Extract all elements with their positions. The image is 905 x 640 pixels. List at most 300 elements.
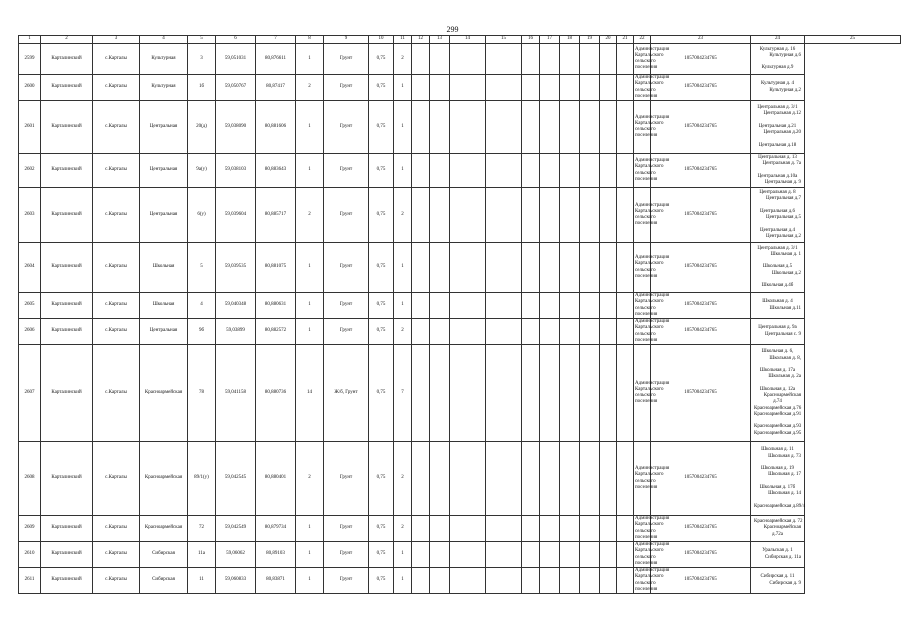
- address-line: д.72а: [771, 531, 783, 537]
- address-line: Центральная д. 3/1: [757, 245, 798, 251]
- table-row: [19, 542, 901, 568]
- quantity-cell: 2: [296, 188, 324, 243]
- table-row: [19, 188, 901, 243]
- house-cell: 5: [188, 243, 216, 293]
- record-number: 2609: [19, 516, 41, 542]
- empty-cell: [522, 345, 540, 442]
- empty-cell: [560, 568, 580, 594]
- empty-cell: [540, 542, 560, 568]
- ogrn-cell: 1057004234765: [651, 345, 751, 442]
- container-count-cell: 7: [394, 345, 412, 442]
- empty-cell: [617, 75, 634, 101]
- empty-cell: [560, 345, 580, 442]
- volume-cell: 0,75: [369, 542, 394, 568]
- empty-cell: [580, 442, 600, 516]
- owner-cell: Администрация Картальского сельского поселения: [634, 101, 651, 154]
- empty-cell: [600, 542, 617, 568]
- house-cell: 20(д): [188, 101, 216, 154]
- empty-cell: [580, 44, 600, 75]
- quantity-cell: 1: [296, 44, 324, 75]
- empty-cell: [617, 44, 634, 75]
- volume-cell: 0,75: [369, 75, 394, 101]
- empty-cell: [412, 101, 430, 154]
- address-line: Сибирская д. 11а: [764, 554, 801, 560]
- settlement-cell: Карталинский: [41, 154, 93, 188]
- empty-cell: [540, 293, 560, 319]
- owner-cell: Администрация Картальского сельского поселения: [635, 568, 670, 592]
- owner-cell: Администрация Картальского сельского поселения: [635, 319, 670, 343]
- column-header: 9: [324, 36, 369, 44]
- address-line: Красноармейская д.89/4: [754, 503, 806, 509]
- surface-cell: Грунт: [324, 542, 369, 568]
- container-count-cell: 2: [394, 516, 412, 542]
- address-line: Красноармейская д.91: [754, 411, 802, 417]
- empty-cell: [540, 516, 560, 542]
- empty-cell: [450, 345, 486, 442]
- empty-cell: [430, 345, 450, 442]
- address-line: Центральная д. 9а: [758, 325, 797, 331]
- surface-cell: Грунт: [324, 568, 369, 594]
- address-line: Уральская д. 1: [762, 548, 793, 554]
- volume-cell: 0,75: [369, 293, 394, 319]
- empty-cell: [600, 568, 617, 594]
- record-number: 2605: [19, 293, 41, 319]
- empty-cell: [522, 319, 540, 345]
- empty-cell: [522, 243, 540, 293]
- empty-cell: [540, 101, 560, 154]
- table-row: [19, 243, 901, 293]
- served-addresses-cell: [751, 293, 805, 319]
- surface-cell: Грунт: [324, 44, 369, 75]
- ogrn-cell: 1057004234765: [651, 154, 751, 188]
- column-header: 8: [296, 36, 324, 44]
- address-line: Культурная д.2: [769, 87, 801, 93]
- container-count-cell: 1: [394, 542, 412, 568]
- empty-cell: [430, 568, 450, 594]
- empty-cell: [430, 154, 450, 188]
- record-number: 2610: [19, 542, 41, 568]
- address-line: Центральная д.10а: [757, 173, 798, 179]
- latitude-cell: 59,042549: [216, 516, 256, 542]
- empty-cell: [450, 568, 486, 594]
- quantity-cell: 1: [296, 319, 324, 345]
- locality-cell: с.Карталы: [93, 442, 140, 516]
- registry-table: [18, 35, 901, 594]
- empty-cell: [522, 542, 540, 568]
- surface-cell: Грунт: [324, 319, 369, 345]
- empty-cell: [412, 442, 430, 516]
- surface-cell: Грунт: [324, 243, 369, 293]
- empty-cell: [600, 345, 617, 442]
- address-line: Центральная д.6: [759, 208, 796, 214]
- address-line: Центральная д.5: [765, 215, 801, 220]
- empty-cell: [430, 293, 450, 319]
- empty-cell: [522, 188, 540, 243]
- container-count-cell: 1: [394, 293, 412, 319]
- quantity-cell: 14: [296, 345, 324, 442]
- table-row: [19, 101, 901, 154]
- empty-cell: [430, 442, 450, 516]
- empty-cell: [486, 542, 522, 568]
- empty-cell: [412, 345, 430, 442]
- empty-cell: [522, 568, 540, 594]
- served-addresses-cell: [751, 154, 805, 188]
- empty-cell: [450, 442, 486, 516]
- owner-cell: Администрация Картальского сельского поселения: [634, 188, 651, 243]
- address-line: Центральная д.21: [758, 123, 797, 129]
- empty-cell: [540, 442, 560, 516]
- street-cell: Сибирская: [140, 568, 188, 594]
- quantity-cell: 1: [296, 101, 324, 154]
- address-line: Красноармейская д.93: [754, 424, 802, 430]
- column-header: 14: [450, 36, 486, 44]
- settlement-cell: Карталинский: [41, 243, 93, 293]
- empty-cell: [522, 154, 540, 188]
- empty-cell: [450, 319, 486, 345]
- house-cell: 11: [188, 568, 216, 594]
- column-header: 24: [751, 36, 805, 44]
- settlement-cell: Карталинский: [41, 442, 93, 516]
- ogrn-cell: 1057004234765: [651, 293, 751, 319]
- empty-cell: [580, 319, 600, 345]
- empty-cell: [450, 44, 486, 75]
- empty-cell: [430, 75, 450, 101]
- owner-cell: Администрация Картальского сельского поселения: [634, 44, 651, 75]
- address-line: Культурная д.6: [769, 52, 801, 58]
- address-line: Школьная д. 4: [762, 299, 793, 305]
- locality-cell: с.Карталы: [93, 319, 140, 345]
- empty-cell: [617, 516, 634, 542]
- longitude-cell: 80,880736: [256, 345, 296, 442]
- street-cell: Центральная: [140, 188, 188, 243]
- empty-cell: [450, 542, 486, 568]
- table-row: [19, 319, 901, 345]
- longitude-cell: 80,879734: [256, 516, 296, 542]
- address-line: Центральная д.7: [765, 196, 801, 202]
- address-line: Школьная д. 73: [768, 453, 801, 459]
- street-cell: Школьная: [140, 293, 188, 319]
- header-row: [19, 36, 901, 44]
- street-cell: Центральная: [140, 319, 188, 345]
- empty-cell: [580, 568, 600, 594]
- street-cell: Школьная: [140, 243, 188, 293]
- street-cell: Красноармейская: [140, 516, 188, 542]
- empty-cell: [486, 75, 522, 101]
- house-cell: 9б: [188, 319, 216, 345]
- ogrn-cell: 1057004234765: [651, 75, 751, 101]
- settlement-cell: Карталинский: [41, 44, 93, 75]
- volume-cell: 0,75: [369, 154, 394, 188]
- container-count-cell: 1: [394, 75, 412, 101]
- table-row: [19, 44, 901, 75]
- street-cell: Центральная: [140, 101, 188, 154]
- empty-cell: [560, 542, 580, 568]
- latitude-cell: 59,042545: [216, 442, 256, 516]
- served-addresses-cell: [751, 319, 805, 345]
- surface-cell: Грунт: [324, 101, 369, 154]
- ogrn-cell: 1057004234765: [651, 101, 751, 154]
- owner-cell: Администрация Картальского сельского поселения: [635, 516, 670, 540]
- column-header: 17: [540, 36, 560, 44]
- surface-cell: Грунт: [324, 154, 369, 188]
- latitude-cell: 59,03899: [216, 319, 256, 345]
- container-count-cell: 1: [394, 243, 412, 293]
- address-line: Центральная д.4: [759, 227, 796, 233]
- empty-cell: [412, 44, 430, 75]
- empty-cell: [540, 44, 560, 75]
- empty-cell: [522, 293, 540, 319]
- column-header: 13: [430, 36, 450, 44]
- container-count-cell: 2: [394, 44, 412, 75]
- surface-cell: Грунт: [324, 442, 369, 516]
- longitude-cell: 80,876611: [256, 44, 296, 75]
- street-cell: Центральная: [140, 154, 188, 188]
- column-header: 1: [19, 36, 41, 44]
- empty-cell: [430, 243, 450, 293]
- empty-cell: [486, 442, 522, 516]
- column-header: 4: [140, 36, 188, 44]
- quantity-cell: 1: [296, 516, 324, 542]
- settlement-cell: Карталинский: [41, 75, 93, 101]
- address-line: Центральная д. 8: [759, 190, 796, 195]
- empty-cell: [412, 293, 430, 319]
- empty-cell: [560, 516, 580, 542]
- empty-cell: [600, 516, 617, 542]
- empty-cell: [450, 101, 486, 154]
- empty-cell: [617, 188, 634, 243]
- ogrn-cell: 1057004234765: [651, 243, 751, 293]
- longitude-cell: 80,881075: [256, 243, 296, 293]
- served-addresses-cell: [751, 75, 805, 101]
- empty-cell: [540, 188, 560, 243]
- empty-cell: [540, 319, 560, 345]
- volume-cell: 0,75: [369, 188, 394, 243]
- quantity-cell: 1: [296, 154, 324, 188]
- settlement-cell: Карталинский: [41, 542, 93, 568]
- table-row: [19, 568, 901, 594]
- empty-cell: [412, 154, 430, 188]
- empty-cell: [580, 101, 600, 154]
- address-line: Сибирская д. 9: [769, 580, 801, 586]
- house-cell: 3: [188, 44, 216, 75]
- record-number: 2600: [19, 75, 41, 101]
- empty-cell: [522, 442, 540, 516]
- address-line: Школьная д.11: [769, 305, 801, 311]
- settlement-cell: Карталинский: [41, 568, 93, 594]
- longitude-cell: 80,89103: [256, 542, 296, 568]
- empty-cell: [486, 44, 522, 75]
- served-addresses-cell: [751, 101, 805, 154]
- empty-cell: [600, 442, 617, 516]
- empty-cell: [600, 319, 617, 345]
- container-count-cell: 2: [394, 188, 412, 243]
- empty-cell: [540, 154, 560, 188]
- column-header: 12: [412, 36, 430, 44]
- address-line: Красноармейская: [763, 525, 801, 531]
- record-number: 2599: [19, 44, 41, 75]
- address-line: Центральная д.2: [765, 233, 801, 239]
- empty-cell: [450, 188, 486, 243]
- address-line: Школьная д. 1: [770, 251, 801, 257]
- empty-cell: [617, 154, 634, 188]
- volume-cell: 0,75: [369, 101, 394, 154]
- latitude-cell: 59,040348: [216, 293, 256, 319]
- empty-cell: [560, 243, 580, 293]
- container-count-cell: 2: [394, 319, 412, 345]
- empty-cell: [450, 293, 486, 319]
- served-addresses-cell: [751, 243, 805, 293]
- record-number: 2602: [19, 154, 41, 188]
- street-cell: Сибирская: [140, 542, 188, 568]
- record-number: 2606: [19, 319, 41, 345]
- column-header: 23: [651, 36, 751, 44]
- record-number: 2603: [19, 188, 41, 243]
- empty-cell: [580, 345, 600, 442]
- owner-cell: Администрация Картальского сельского поселения: [634, 154, 651, 188]
- longitude-cell: 80,83871: [256, 568, 296, 594]
- owner-cell: Администрация Картальского сельского поселения: [634, 442, 651, 516]
- longitude-cell: 80,880401: [256, 442, 296, 516]
- address-line: Школьная д.5: [762, 264, 793, 270]
- ogrn-cell: 1057004234765: [651, 442, 751, 516]
- served-addresses-cell: [751, 44, 805, 75]
- latitude-cell: 59,06062: [216, 542, 256, 568]
- table-row: [19, 516, 901, 542]
- empty-cell: [486, 319, 522, 345]
- empty-cell: [617, 243, 634, 293]
- locality-cell: с.Карталы: [93, 542, 140, 568]
- address-line: Культурная д. 4: [761, 81, 794, 87]
- record-number: 2601: [19, 101, 41, 154]
- column-header: 3: [93, 36, 140, 44]
- street-cell: Культурная: [140, 75, 188, 101]
- volume-cell: 0,75: [369, 243, 394, 293]
- empty-cell: [580, 293, 600, 319]
- empty-cell: [580, 516, 600, 542]
- empty-cell: [522, 44, 540, 75]
- house-cell: 9а(у): [188, 154, 216, 188]
- latitude-cell: 59,060833: [216, 568, 256, 594]
- house-cell: 11а: [188, 542, 216, 568]
- settlement-cell: Карталинский: [41, 516, 93, 542]
- container-count-cell: 1: [394, 101, 412, 154]
- latitude-cell: 59,038090: [216, 101, 256, 154]
- locality-cell: с.Карталы: [93, 345, 140, 442]
- address-line: Красноармейская д.76: [754, 405, 802, 411]
- street-cell: Красноармейская: [140, 345, 188, 442]
- empty-cell: [580, 243, 600, 293]
- locality-cell: с.Карталы: [93, 568, 140, 594]
- table-row: [19, 75, 901, 101]
- settlement-cell: Карталинский: [41, 345, 93, 442]
- longitude-cell: 80,883643: [256, 154, 296, 188]
- house-cell: 72: [188, 516, 216, 542]
- empty-cell: [560, 44, 580, 75]
- served-addresses-cell: [751, 568, 805, 594]
- address-line: Школьная д. 2а: [768, 374, 801, 380]
- ogrn-cell: 1057004234765: [651, 44, 751, 75]
- page-number: 299: [446, 25, 459, 34]
- empty-cell: [412, 516, 430, 542]
- empty-cell: [430, 542, 450, 568]
- table-row: [19, 345, 901, 442]
- quantity-cell: 1: [296, 243, 324, 293]
- column-header: 15: [486, 36, 522, 44]
- address-line: Школьная д. 14: [768, 491, 801, 496]
- ogrn-cell: 1057004234765: [651, 568, 751, 594]
- ogrn-cell: 1057004234765: [651, 319, 751, 345]
- column-header: 20: [600, 36, 617, 44]
- latitude-cell: 59,039535: [216, 243, 256, 293]
- street-cell: Культурная: [140, 44, 188, 75]
- quantity-cell: 1: [296, 542, 324, 568]
- owner-cell: Администрация Картальского сельского поселения: [635, 542, 670, 566]
- address-line: Центральная д.20: [763, 130, 801, 136]
- address-line: Школьная д. 17а: [759, 368, 796, 373]
- empty-cell: [617, 293, 634, 319]
- address-line: Школьная д. 17: [768, 472, 801, 478]
- served-addresses-cell: [751, 542, 805, 568]
- house-cell: 89/1(у): [188, 442, 216, 516]
- locality-cell: с.Карталы: [93, 293, 140, 319]
- address-line: Сибирская д. 11: [760, 574, 795, 580]
- empty-cell: [560, 75, 580, 101]
- served-addresses-cell: [751, 345, 805, 442]
- quantity-cell: 1: [296, 293, 324, 319]
- table-row: [19, 293, 901, 319]
- served-addresses-cell: [751, 188, 805, 243]
- empty-cell: [430, 44, 450, 75]
- address-line: Центральная д. 13: [758, 154, 797, 160]
- address-line: Школьная д. 11: [761, 447, 794, 453]
- empty-cell: [617, 542, 634, 568]
- empty-cell: [600, 75, 617, 101]
- address-line: Школьная д. 12а: [759, 386, 796, 392]
- empty-cell: [540, 75, 560, 101]
- empty-cell: [430, 516, 450, 542]
- volume-cell: 0,75: [369, 319, 394, 345]
- volume-cell: 0,75: [369, 345, 394, 442]
- volume-cell: 0,75: [369, 516, 394, 542]
- address-line: Школьная д. 19: [761, 466, 794, 471]
- longitude-cell: 80,882572: [256, 319, 296, 345]
- empty-cell: [412, 542, 430, 568]
- address-line: Центральная д. 7а: [762, 161, 801, 167]
- address-line: Центральная д. 9: [764, 179, 801, 185]
- volume-cell: 0,75: [369, 44, 394, 75]
- address-line: Культурная д.9: [761, 65, 794, 71]
- table-row: [19, 154, 901, 188]
- settlement-cell: Карталинский: [41, 319, 93, 345]
- empty-cell: [412, 75, 430, 101]
- empty-cell: [450, 154, 486, 188]
- owner-cell: Администрация Картальского сельского поселения: [635, 293, 670, 317]
- empty-cell: [617, 345, 634, 442]
- empty-cell: [430, 101, 450, 154]
- empty-cell: [617, 442, 634, 516]
- column-header: 16: [522, 36, 540, 44]
- address-line: Центральная с. 9: [765, 331, 801, 337]
- latitude-cell: 59,041158: [216, 345, 256, 442]
- latitude-cell: 59,050767: [216, 75, 256, 101]
- volume-cell: 0,75: [369, 568, 394, 594]
- table-row: [19, 442, 901, 516]
- empty-cell: [600, 154, 617, 188]
- empty-cell: [600, 293, 617, 319]
- address-line: Школьная д.2: [771, 270, 801, 276]
- latitude-cell: 59,051031: [216, 44, 256, 75]
- longitude-cell: 80,881606: [256, 101, 296, 154]
